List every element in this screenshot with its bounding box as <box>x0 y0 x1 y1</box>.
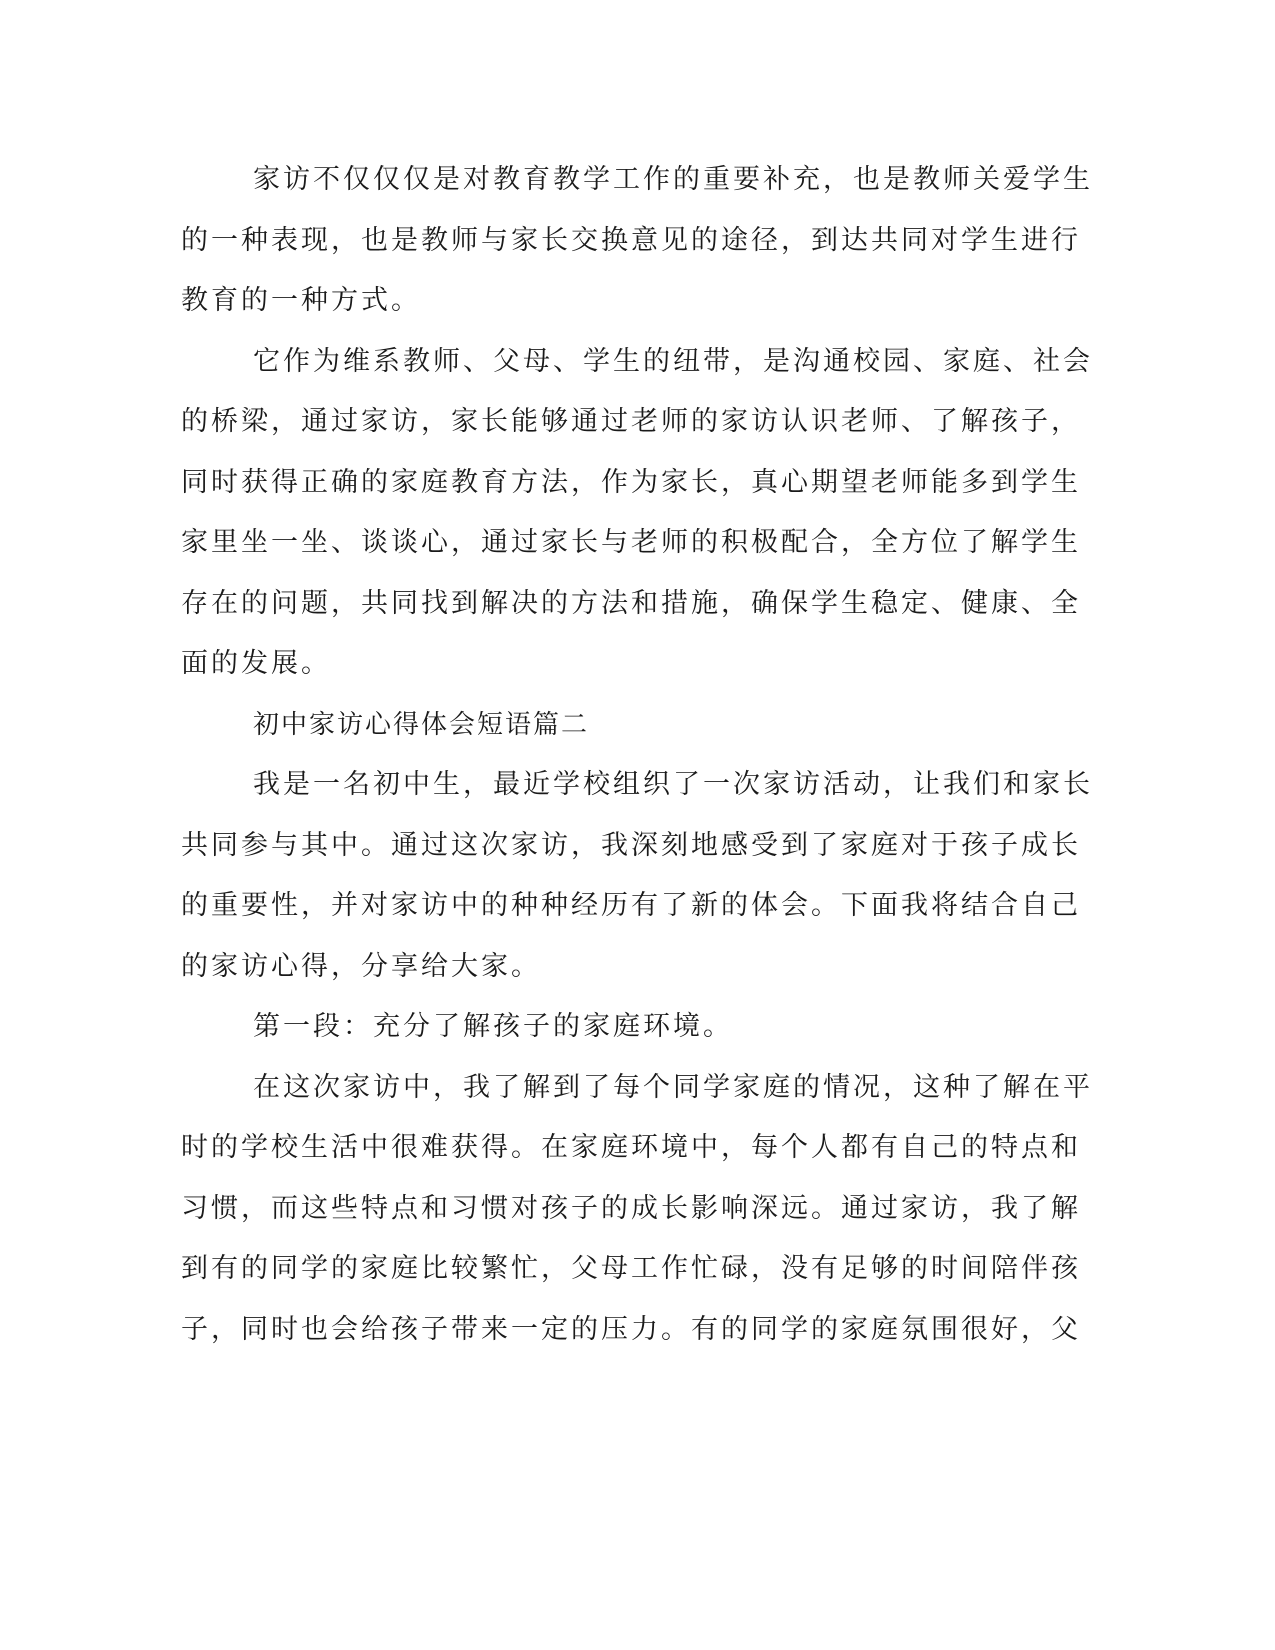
document-body <box>181 150 1093 1360</box>
paragraph-line: 我是一名初中生，最近学校组织了一次家访活动，让我们和家长 <box>253 769 1093 800</box>
paragraph-line: 它作为维系教师、父母、学生的纽带，是沟通校园、家庭、社会 <box>253 345 1093 377</box>
paragraph-line: 教育的一种方式。 <box>181 285 421 316</box>
paragraph-2 <box>181 332 1093 695</box>
paragraph-line: 的一种表现，也是教师与家长交换意见的途径，到达共同对学生进行 <box>181 224 1081 256</box>
paragraph-line: 时的学校生活中很难获得。在家庭环境中，每个人都有自己的特点和 <box>181 1132 1081 1163</box>
paragraph-line: 存在的问题，共同找到解决的方法和措施，确保学生稳定、健康、全 <box>181 587 1081 619</box>
paragraph-5 <box>181 1058 1093 1361</box>
paragraph-line: 到有的同学的家庭比较繁忙，父母工作忙碌，没有足够的时间陪伴孩 <box>181 1253 1081 1284</box>
paragraph-line: 在这次家访中，我了解到了每个同学家庭的情况，这种了解在平 <box>253 1071 1093 1103</box>
paragraph-3 <box>181 755 1093 997</box>
paragraph-line: 子，同时也会给孩子带来一定的压力。有的同学的家庭氛围很好，父 <box>181 1313 1081 1345</box>
paragraph-line: 的重要性，并对家访中的种种经历有了新的体会。下面我将结合自己 <box>181 890 1081 921</box>
paragraph-line: 家访不仅仅仅是对教育教学工作的重要补充，也是教师关爱学生 <box>253 164 1093 195</box>
paragraph-line: 习惯，而这些特点和习惯对孩子的成长影响深远。通过家访，我了解 <box>181 1192 1081 1224</box>
paragraph-1 <box>181 150 1093 332</box>
paragraph-line: 同时获得正确的家庭教育方法，作为家长，真心期望老师能多到学生 <box>181 466 1081 498</box>
paragraph-line: 第一段：充分了解孩子的家庭环境。 <box>253 1011 733 1042</box>
section-heading-text: 初中家访心得体会短语篇二 <box>253 709 590 740</box>
paragraph-4 <box>181 997 1061 1058</box>
paragraph-line: 家里坐一坐、谈谈心，通过家长与老师的积极配合，全方位了解学生 <box>181 527 1081 558</box>
paragraph-line: 面的发展。 <box>181 648 331 679</box>
section-heading <box>181 695 1061 756</box>
paragraph-line: 的家访心得，分享给大家。 <box>181 950 541 982</box>
paragraph-line: 的桥梁，通过家访，家长能够通过老师的家访认识老师、了解孩子， <box>181 406 1081 437</box>
paragraph-line: 共同参与其中。通过这次家访，我深刻地感受到了家庭对于孩子成长 <box>181 829 1081 861</box>
